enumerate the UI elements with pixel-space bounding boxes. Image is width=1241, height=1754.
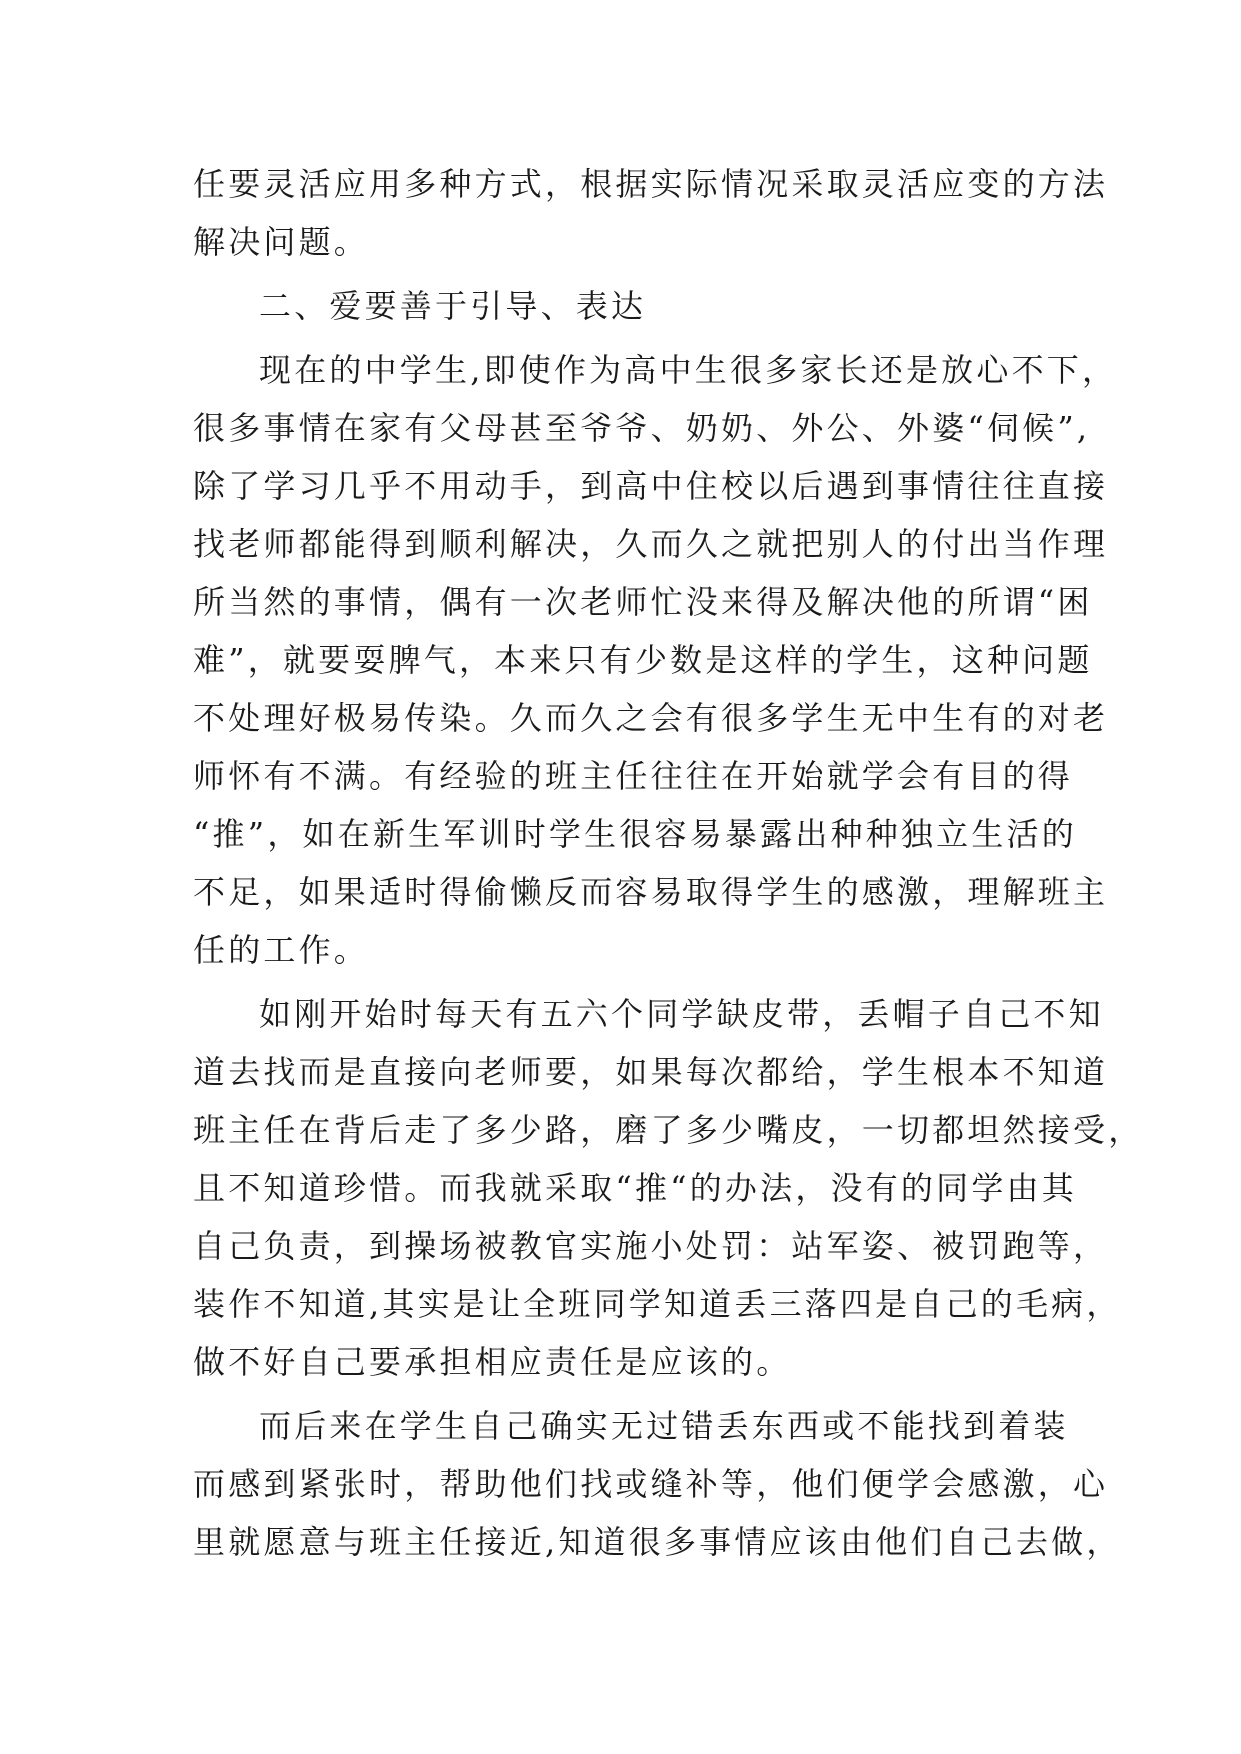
text-line: 而感到紧张时，帮助他们找或缝补等，他们便学会感激，心 xyxy=(193,1465,1109,1503)
text-line: 道去找而是直接向老师要，如果每次都给，学生根本不知道 xyxy=(193,1053,1109,1091)
text-line: 难”，就要耍脾气，本来只有少数是这样的学生，这种问题 xyxy=(193,641,1093,679)
text-line: 且不知道珍惜。而我就采取“推“的办法，没有的同学由其 xyxy=(193,1169,1077,1207)
text-line: 不足，如果适时得偷懒反而容易取得学生的感激，理解班主 xyxy=(193,873,1109,911)
document-page xyxy=(193,155,1144,1571)
text-line: 而后来在学生自己确实无过错丢东西或不能找到着装 xyxy=(259,1407,1069,1445)
text-line: 所当然的事情，偶有一次老师忙没来得及解决他的所谓“困 xyxy=(193,583,1093,621)
text-line: 除了学习几乎不用动手，到高中住校以后遇到事情往往直接 xyxy=(193,467,1109,505)
text-line: 不处理好极易传染。久而久之会有很多学生无中生有的对老 xyxy=(193,699,1109,737)
text-line: “推”，如在新生军训时学生很容易暴露出种种独立生活的 xyxy=(193,815,1077,853)
text-line: 如刚开始时每天有五六个同学缺皮带，丢帽子自己不知 xyxy=(259,995,1104,1033)
text-line: 现在的中学生,即使作为高中生很多家长还是放心不下， xyxy=(259,351,1118,389)
paragraph xyxy=(193,985,1144,1391)
text-line: 里就愿意与班主任接近,知道很多事情应该由他们自己去做， xyxy=(193,1523,1122,1561)
text-line: 找老师都能得到顺利解决，久而久之就把别人的付出当作理 xyxy=(193,525,1109,563)
section-heading xyxy=(193,277,1049,335)
text-line: 装作不知道,其实是让全班同学知道丢三落四是自己的毛病， xyxy=(193,1285,1122,1323)
text-line: 很多事情在家有父母甚至爷爷、奶奶、外公、外婆“伺候”, xyxy=(193,409,1091,447)
text-line: 班主任在背后走了多少路，磨了多少嘴皮，一切都坦然接受， xyxy=(193,1111,1144,1149)
text-line: 自己负责，到操场被教官实施小处罚：站军姿、被罚跑等， xyxy=(193,1227,1109,1265)
text-line: 解决问题。 xyxy=(193,223,370,261)
text-line: 任的工作。 xyxy=(193,931,370,969)
paragraph xyxy=(193,1397,1122,1571)
text-line: 二、爱要善于引导、表达 xyxy=(259,287,647,325)
text-line: 任要灵活应用多种方式，根据实际情况采取灵活应变的方法 xyxy=(193,165,1109,203)
paragraph xyxy=(193,341,1118,979)
paragraph xyxy=(193,155,1109,271)
text-line: 做不好自己要承担相应责任是应该的。 xyxy=(193,1343,792,1381)
text-line: 师怀有不满。有经验的班主任往往在开始就学会有目的得 xyxy=(193,757,1074,795)
